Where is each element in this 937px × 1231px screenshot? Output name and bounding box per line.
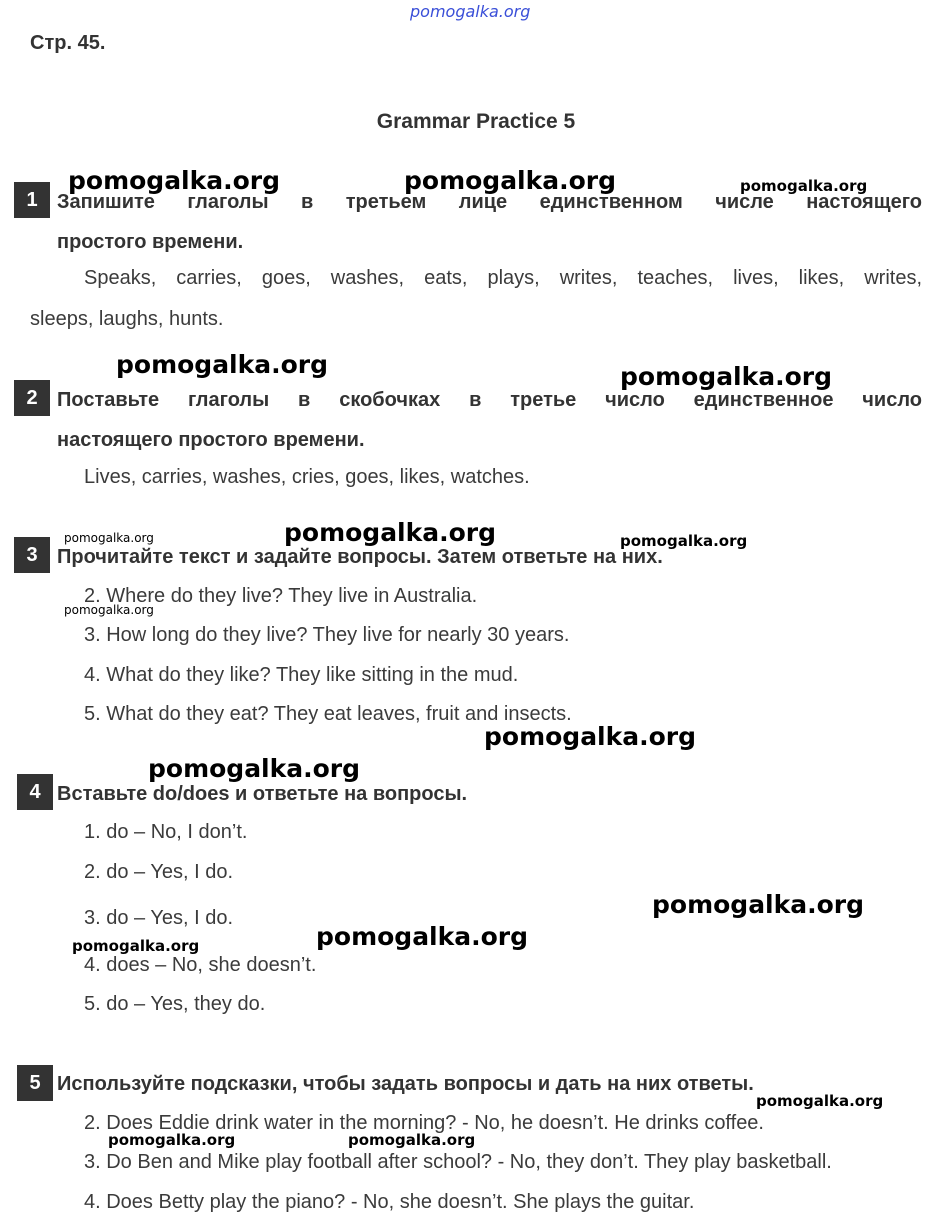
task-2-instruction-line-2: настоящего простого времени. <box>57 429 365 451</box>
task-5-instruction: Используйте подсказки, чтобы задать вопросы и дать на них ответы. <box>57 1073 754 1095</box>
watermark: pomogalka.org <box>116 350 329 379</box>
watermark: pomogalka.org <box>148 754 361 783</box>
task-number-3: 3 <box>14 537 50 573</box>
watermark: pomogalka.org <box>284 518 497 547</box>
watermark: pomogalka.org <box>620 532 748 550</box>
task-2-answer-line-1: Lives, carries, washes, cries, goes, likes, watches. <box>84 466 530 488</box>
task-3-answer-4: 5. What do they eat? They eat leaves, fruit and insects. <box>84 703 572 725</box>
task-4-answer-4: 4. does – No, she doesn’t. <box>84 954 317 976</box>
watermark: pomogalka.org <box>756 1092 884 1110</box>
task-1-instruction-line-1: Запишите глаголы в третьем лице единственном числе настоящего <box>57 191 922 213</box>
task-4-answer-2: 2. do – Yes, I do. <box>84 861 234 883</box>
task-5-answer-1: 2. Does Eddie drink water in the morning? - No, he doesn’t. He drinks coffee. <box>84 1112 764 1134</box>
top-watermark: pomogalka.org <box>410 2 531 21</box>
watermark: pomogalka.org <box>484 722 697 751</box>
task-4-answer-3: 3. do – Yes, I do. <box>84 907 234 929</box>
task-4-instruction: Вставьте do/does и ответьте на вопросы. <box>57 783 468 805</box>
task-4-answer-5: 5. do – Yes, they do. <box>84 993 266 1015</box>
task-number-2: 2 <box>14 380 50 416</box>
page-title: Grammar Practice 5 <box>376 110 576 133</box>
task-1-answer-line-2: sleeps, laughs, hunts. <box>30 308 224 330</box>
task-3-answer-1: 2. Where do they live? They live in Australia. <box>84 585 478 607</box>
task-number-1: 1 <box>14 182 50 218</box>
watermark: pomogalka.org <box>404 166 617 195</box>
task-number-4: 4 <box>17 774 53 810</box>
watermark: pomogalka.org <box>64 603 154 617</box>
watermark: pomogalka.org <box>348 1131 476 1149</box>
task-number-5: 5 <box>17 1065 53 1101</box>
watermark: pomogalka.org <box>652 890 865 919</box>
task-1-answer-line-1: Speaks, carries, goes, washes, eats, plays, writes, teaches, lives, likes, writes, <box>84 267 922 289</box>
task-3-instruction: Прочитайте текст и задайте вопросы. Затем ответьте на них. <box>57 546 663 568</box>
watermark: pomogalka.org <box>108 1131 236 1149</box>
watermark: pomogalka.org <box>64 531 154 545</box>
task-4-answer-1: 1. do – No, I don’t. <box>84 821 248 843</box>
task-5-answer-3: 4. Does Betty play the piano? - No, she doesn’t. She plays the guitar. <box>84 1191 695 1213</box>
watermark: pomogalka.org <box>68 166 281 195</box>
task-5-answer-2: 3. Do Ben and Mike play football after school? - No, they don’t. They play basketball. <box>84 1151 832 1173</box>
task-1-instruction-line-2: простого времени. <box>57 231 244 253</box>
task-3-answer-2: 3. How long do they live? They live for nearly 30 years. <box>84 624 570 646</box>
watermark: pomogalka.org <box>620 362 833 391</box>
watermark: pomogalka.org <box>740 177 868 195</box>
watermark: pomogalka.org <box>72 937 200 955</box>
task-2-instruction-line-1: Поставьте глаголы в скобочках в третье число единственное число <box>57 389 922 411</box>
task-3-answer-3: 4. What do they like? They like sitting in the mud. <box>84 664 519 686</box>
page-label: Стр. 45. <box>30 32 106 54</box>
watermark: pomogalka.org <box>316 922 529 951</box>
